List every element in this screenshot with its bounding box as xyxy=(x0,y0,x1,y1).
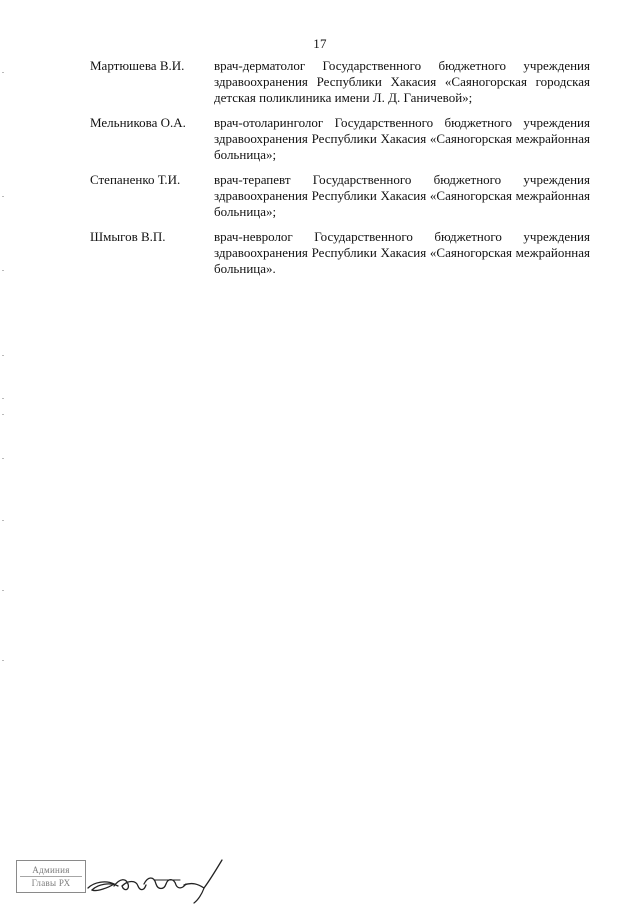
stamp-divider xyxy=(20,876,82,877)
commission-member-list xyxy=(90,58,590,286)
member-position: врач-отоларинголог Государственного бюджетного учреждения здравоохранения Республики Хакасия «Саяногорская межрайонная больница»; xyxy=(214,115,590,162)
stamp-line-2: Главы РХ xyxy=(31,878,71,888)
list-item xyxy=(90,115,590,163)
page-number: 17 xyxy=(313,36,327,51)
stamp-line-1: Админия xyxy=(32,865,70,875)
list-item xyxy=(90,58,590,106)
handwritten-signature xyxy=(84,858,234,904)
left-margin-scan-marks xyxy=(2,0,6,905)
member-name: Мельникова О.А. xyxy=(90,115,186,130)
member-name: Мартюшева В.И. xyxy=(90,58,185,73)
member-name: Шмыгов В.П. xyxy=(90,229,166,244)
list-item xyxy=(90,172,590,220)
member-position: врач-терапевт Государственного бюджетного учреждения здравоохранения Республики Хакасия «Саяногорская межрайонная больница»; xyxy=(214,172,590,219)
member-position: врач-невролог Государственного бюджетного учреждения здравоохранения Республики Хакасия «Саяногорская межрайонная больница». xyxy=(214,229,590,276)
member-name: Степаненко Т.И. xyxy=(90,172,181,187)
member-position: врач-дерматолог Государственного бюджетного учреждения здравоохранения Республики Хакасия «Саяногорская городская детская поликлиника имени Л. Д. Ганичевой»; xyxy=(214,58,590,105)
registration-stamp xyxy=(16,860,86,893)
list-item xyxy=(90,229,590,277)
